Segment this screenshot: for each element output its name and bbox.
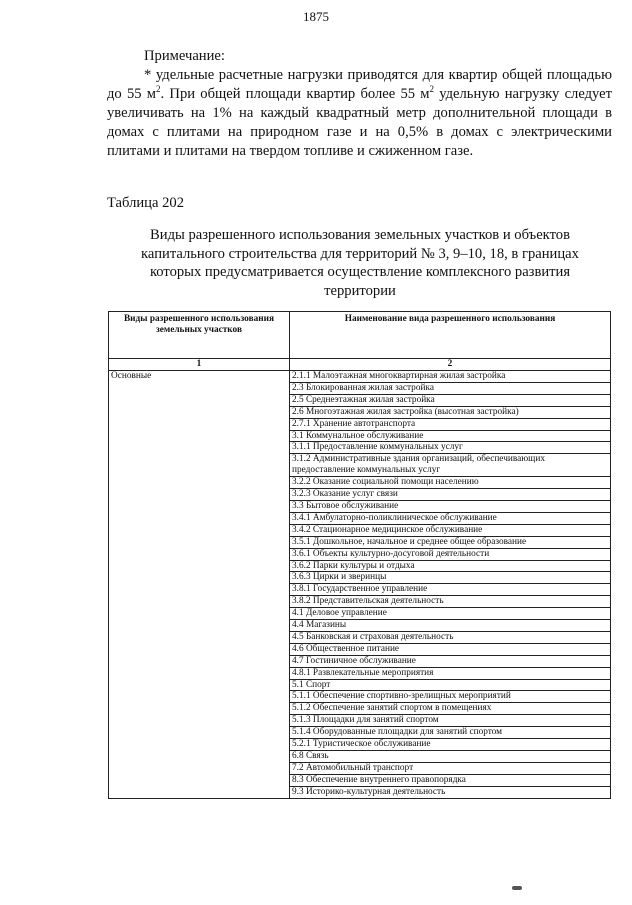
use-type-cell: 3.5.1 Дошкольное, начальное и среднее общее образование xyxy=(290,536,611,548)
use-type-cell: 3.8.2 Представительская деятельность xyxy=(290,596,611,608)
note-title: Примечание: xyxy=(144,48,225,64)
column-header-land-use-types: Виды разрешенного использования земельных участков xyxy=(109,312,290,359)
note-block xyxy=(107,47,612,161)
use-type-cell: 3.3 Бытовое обслуживание xyxy=(290,500,611,512)
use-type-cell: 3.6.1 Объекты культурно-досуговой деятельности xyxy=(290,548,611,560)
table-header-row xyxy=(109,312,611,359)
use-type-cell: 2.3 Блокированная жилая застройка xyxy=(290,382,611,394)
use-type-cell: 9.3 Историко-культурная деятельность xyxy=(290,786,611,798)
column-number-2: 2 xyxy=(290,359,611,371)
use-type-cell: 5.1.4 Оборудованные площадки для занятий спортом xyxy=(290,727,611,739)
use-type-cell: 3.6.3 Цирки и зверинцы xyxy=(290,572,611,584)
use-type-cell: 3.8.1 Государственное управление xyxy=(290,584,611,596)
land-use-table xyxy=(108,311,611,799)
use-type-cell: 5.2.1 Туристическое обслуживание xyxy=(290,739,611,751)
use-type-cell: 4.4 Магазины xyxy=(290,620,611,632)
use-type-cell: 5.1.3 Площадки для занятий спортом xyxy=(290,715,611,727)
use-type-cell: 4.5 Банковская и страховая деятельность xyxy=(290,631,611,643)
use-type-cell: 5.1.2 Обеспечение занятий спортом в помещениях xyxy=(290,703,611,715)
use-type-cell: 3.2.2 Оказание социальной помощи населению xyxy=(290,477,611,489)
use-type-cell: 8.3 Обеспечение внутреннего правопорядка xyxy=(290,774,611,786)
note-text-part2: . При общей площади квартир более 55 м xyxy=(160,86,430,102)
group-label-cell: Основные xyxy=(109,371,290,799)
use-type-cell: 3.6.2 Парки культуры и отдыха xyxy=(290,560,611,572)
use-type-cell: 3.1.1 Предоставление коммунальных услуг xyxy=(290,442,611,454)
table-row xyxy=(109,371,611,383)
superscript-2: 2 xyxy=(429,84,435,95)
use-type-cell: 6.8 Связь xyxy=(290,751,611,763)
table-title: Виды разрешенного использования земельных участков и объектов капитального строительства для территорий № 3, 9–10, 18, в границах которых предусматривается осуществление комплексного развития территории xyxy=(141,227,579,299)
use-type-cell: 4.6 Общественное питание xyxy=(290,643,611,655)
use-type-cell: 3.1 Коммунальное обслуживание xyxy=(290,430,611,442)
use-type-cell: 2.7.1 Хранение автотранспорта xyxy=(290,418,611,430)
page-number: 1875 xyxy=(303,9,329,24)
column-number-1: 1 xyxy=(109,359,290,371)
use-type-cell: 3.2.3 Оказание услуг связи xyxy=(290,489,611,501)
table-body xyxy=(109,371,611,799)
use-type-cell: 2.5 Среднеэтажная жилая застройка xyxy=(290,394,611,406)
use-type-cell: 3.4.1 Амбулаторно-поликлиническое обслуживание xyxy=(290,512,611,524)
use-type-cell: 3.1.2 Административные здания организаций, обеспечивающих предоставление коммунальных услуг xyxy=(290,454,611,477)
use-type-cell: 3.4.2 Стационарное медицинское обслуживание xyxy=(290,524,611,536)
use-type-cell: 5.1 Спорт xyxy=(290,679,611,691)
use-type-cell: 2.1.1 Малоэтажная многоквартирная жилая застройка xyxy=(290,371,611,383)
use-type-cell: 4.7 Гостиничное обслуживание xyxy=(290,655,611,667)
note-text-part3: удельную нагрузку следует увеличивать на 1% на каждый квадратный метр дополнительной площади в домах с плитами на природном газе и на 0,5% в домах с электрическими плитами и плитами на твердом топливе и сжиженном газе. xyxy=(107,86,612,159)
column-header-use-name: Наименование вида разрешенного использования xyxy=(290,312,611,359)
superscript-2: 2 xyxy=(156,84,161,95)
table-column-number-row xyxy=(109,359,611,371)
use-type-cell: 4.1 Деловое управление xyxy=(290,608,611,620)
use-type-cell: 2.6 Многоэтажная жилая застройка (высотная застройка) xyxy=(290,406,611,418)
use-type-cell: 5.1.1 Обеспечение спортивно-зрелищных мероприятий xyxy=(290,691,611,703)
note-text-part1: * удельные расчетные нагрузки приводятся для квартир общей площадью до 55 м xyxy=(107,67,612,102)
use-type-cell: 4.8.1 Развлекательные мероприятия xyxy=(290,667,611,679)
use-type-cell: 7.2 Автомобильный транспорт xyxy=(290,762,611,774)
table-label: Таблица 202 xyxy=(107,195,185,211)
note-text xyxy=(107,66,612,161)
scan-speck xyxy=(512,886,522,890)
